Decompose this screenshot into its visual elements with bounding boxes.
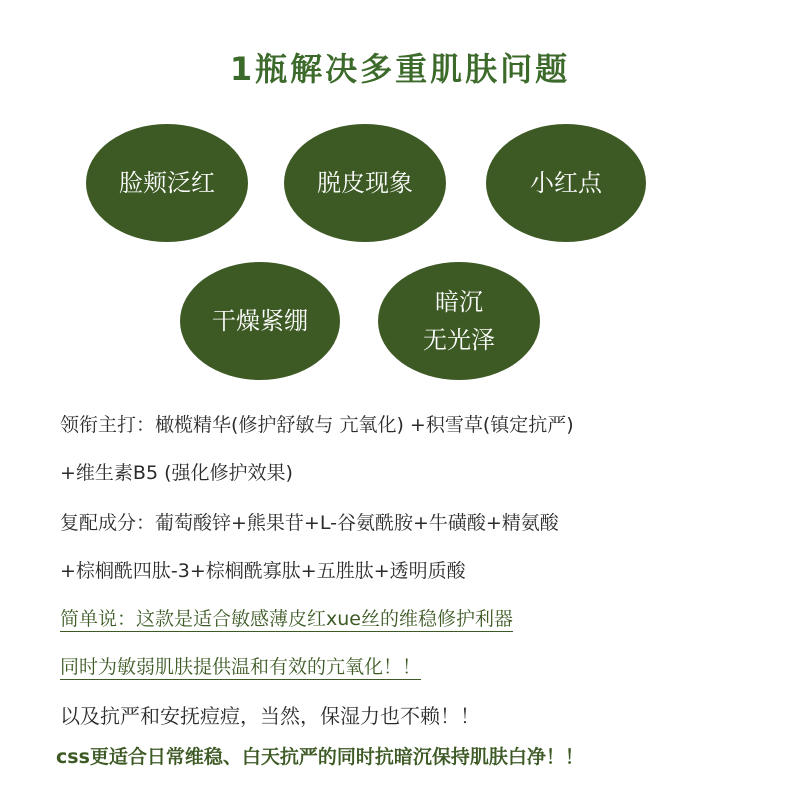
closing-statement: css更适合日常维稳、白天抗严的同时抗暗沉保持肌肤白净！！ [56, 746, 584, 768]
summary-line-3: 以及抗严和安抚痘痘，当然，保湿力也不赖！！ [60, 704, 480, 728]
circle-label-line-1: 暗沉 [435, 288, 483, 316]
circle-label: 脱皮现象 [317, 169, 413, 197]
page-title: 1瓶解决多重肌肤问题 [229, 50, 571, 88]
circle-label-line-2: 无光泽 [423, 326, 495, 354]
circle-label: 脸颊泛红 [119, 169, 215, 197]
circle-label: 干燥紧绷 [212, 307, 308, 335]
key-ingredients-line-1: 领衔主打：橄榄精华(修护舒敏与 亢氧化) +积雪草(镇定抗严) [60, 414, 574, 436]
circle-badge-cheek-redness [86, 124, 248, 242]
summary-line-2: 同时为敏弱肌肤提供温和有效的亢氧化！！ [60, 656, 422, 678]
circle-badge-dry-tight [180, 262, 340, 380]
key-ingredients-line-2: +维生素B5 (强化修护效果) [60, 462, 293, 484]
supporting-ingredients-line-1: 复配成分：葡萄酸锌+熊果苷+L-谷氨酰胺+牛磺酸+精氨酸 [60, 512, 559, 534]
circle-label: 小红点 [530, 169, 602, 197]
circle-badge-red-spots [486, 124, 646, 242]
circle-badge-dullness [378, 262, 540, 380]
summary-line-1: 简单说：这款是适合敏感薄皮红xue丝的维稳修护利器 [60, 608, 513, 630]
supporting-ingredients-line-2: +棕榈酰四肽-3+棕榈酰寡肽+五胜肽+透明质酸 [60, 560, 466, 582]
circle-badge-peeling [284, 124, 446, 242]
